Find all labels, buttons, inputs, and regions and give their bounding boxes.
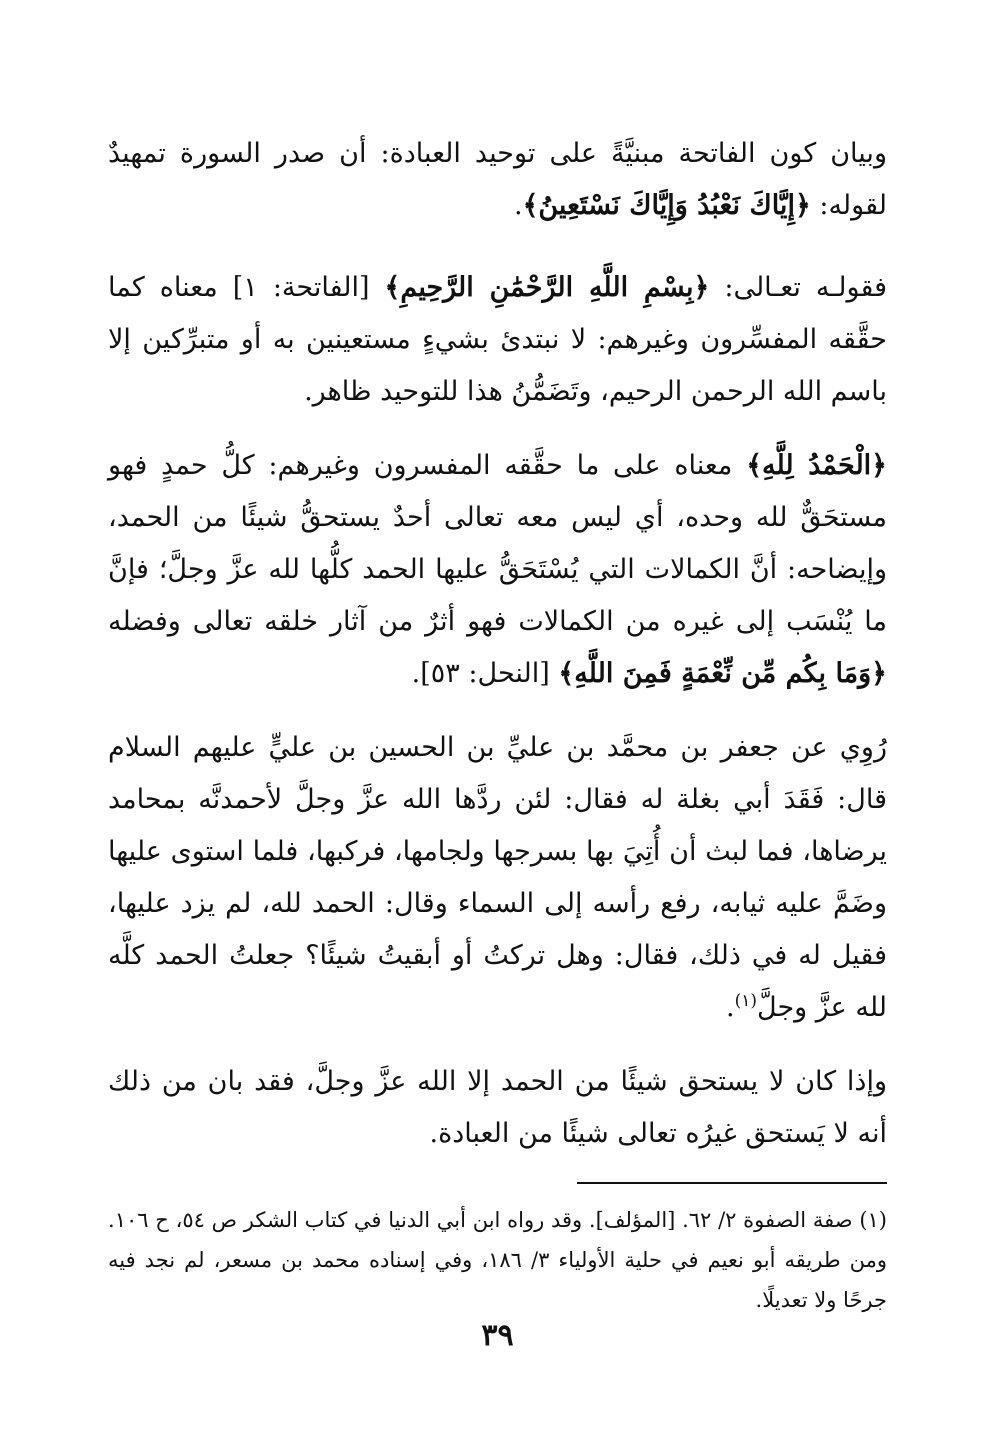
footnote-separator: [577, 1182, 887, 1184]
paragraph-text: [الفاتحة: ١] معناه كما حقَّقه المفسِّرون وغيرهم: لا نبتدئ بشيءٍ مستعينين به أو متبرِّكين إلا باسم الله الرحمن الرحيم، وتَضَمُّنُ هذا للتوحيد ظاهر.: [108, 272, 887, 407]
page-number: ٣٩: [481, 1318, 514, 1353]
paragraph-p1: [108, 128, 887, 232]
footnote-marker: (١): [859, 1208, 887, 1232]
footnote-reference: (١): [734, 991, 757, 1011]
quran-verse: ﴿إِيَّاكَ نَعْبُدُ وَإِيَّاكَ نَسْتَعِينُ﴾: [522, 190, 811, 221]
paragraph-text: [النحل: ٥٣].: [411, 658, 559, 689]
paragraph-text: وبيان كون الفاتحة مبنيَّةً على توحيد العبادة: أن صدر السورة تمهيدٌ لقوله:: [108, 138, 887, 221]
paragraph-text: .: [513, 190, 523, 221]
footnote-text: صفة الصفوة ٢/ ٦٢. [المؤلف]. وقد رواه ابن أبي الدنيا في كتاب الشكر ص ٥٤، ح ١٠٦. ومن طريقه أبو نعيم في حلية الأولياء ٣/ ١٨٦، وفي إسناده محمد بن مسعر، لم نجد فيه جرحًا ولا تعديلًا.: [108, 1208, 887, 1312]
paragraph-text: رُوِي عن جعفر بن محمَّد بن عليِّ بن الحسين بن عليٍّ عليهم السلام قال: فَقَدَ أبي بغلة له فقال: لئن ردَّها الله عزَّ وجلَّ لأحمدنَّه بمحامد يرضاها، فما لبث أن أُتِيَ بها بسرجها ولجامها، فركبها، فلما استوى عليها وضَمَّ عليه ثيابه، رفع رأسه إلى السماء وقال: الحمد لله، لم يزد عليها، فقيل له في ذلك، فقال: وهل تركتُ أو أبقيتُ شيئًا؟ جعلتُ الحمد كلَّه لله عزَّ وجلَّ: [108, 732, 887, 1023]
paragraph-p2: [108, 262, 887, 418]
paragraph-text: وإذا كان لا يستحق شيئًا من الحمد إلا الله عزَّ وجلَّ، فقد بان من ذلك أنه لا يَستحق غيرُه تعالى شيئًا من العبادة.: [108, 1066, 887, 1149]
paragraph-p4: [108, 722, 887, 1034]
quran-verse: ﴿وَمَا بِكُم مِّن نِّعْمَةٍ فَمِنَ اللَّهِ﴾: [558, 658, 887, 689]
paragraph-text: فقولـه تعـالى:: [709, 272, 888, 303]
body-text: [108, 128, 887, 1160]
paragraph-text: معناه على ما حقَّقه المفسرون وغيرهم: كلُّ حمدٍ فهو مستحَقٌّ لله وحده، أي ليس معه تعالى أحدٌ يستحقُّ شيئًا من الحمد، وإيضاحه: أنَّ الكمالات التي يُسْتَحَقُّ عليها الحمد كلُّها لله عزَّ وجلَّ؛ فإنَّ ما يُنْسَب إلى غيره من الكمالات فهو أثرٌ من آثار خلقه تعالى وفضله: [108, 450, 887, 637]
quran-verse: ﴿الْحَمْدُ لِلَّهِ﴾: [746, 450, 888, 481]
paragraph-p3: [108, 440, 887, 700]
quran-verse: ﴿بِسْمِ اللَّهِ الرَّحْمَٰنِ الرَّحِيمِ﴾: [384, 272, 710, 303]
footnote: [108, 1200, 887, 1320]
paragraph-text: .: [725, 992, 735, 1023]
paragraph-p5: [108, 1056, 887, 1160]
